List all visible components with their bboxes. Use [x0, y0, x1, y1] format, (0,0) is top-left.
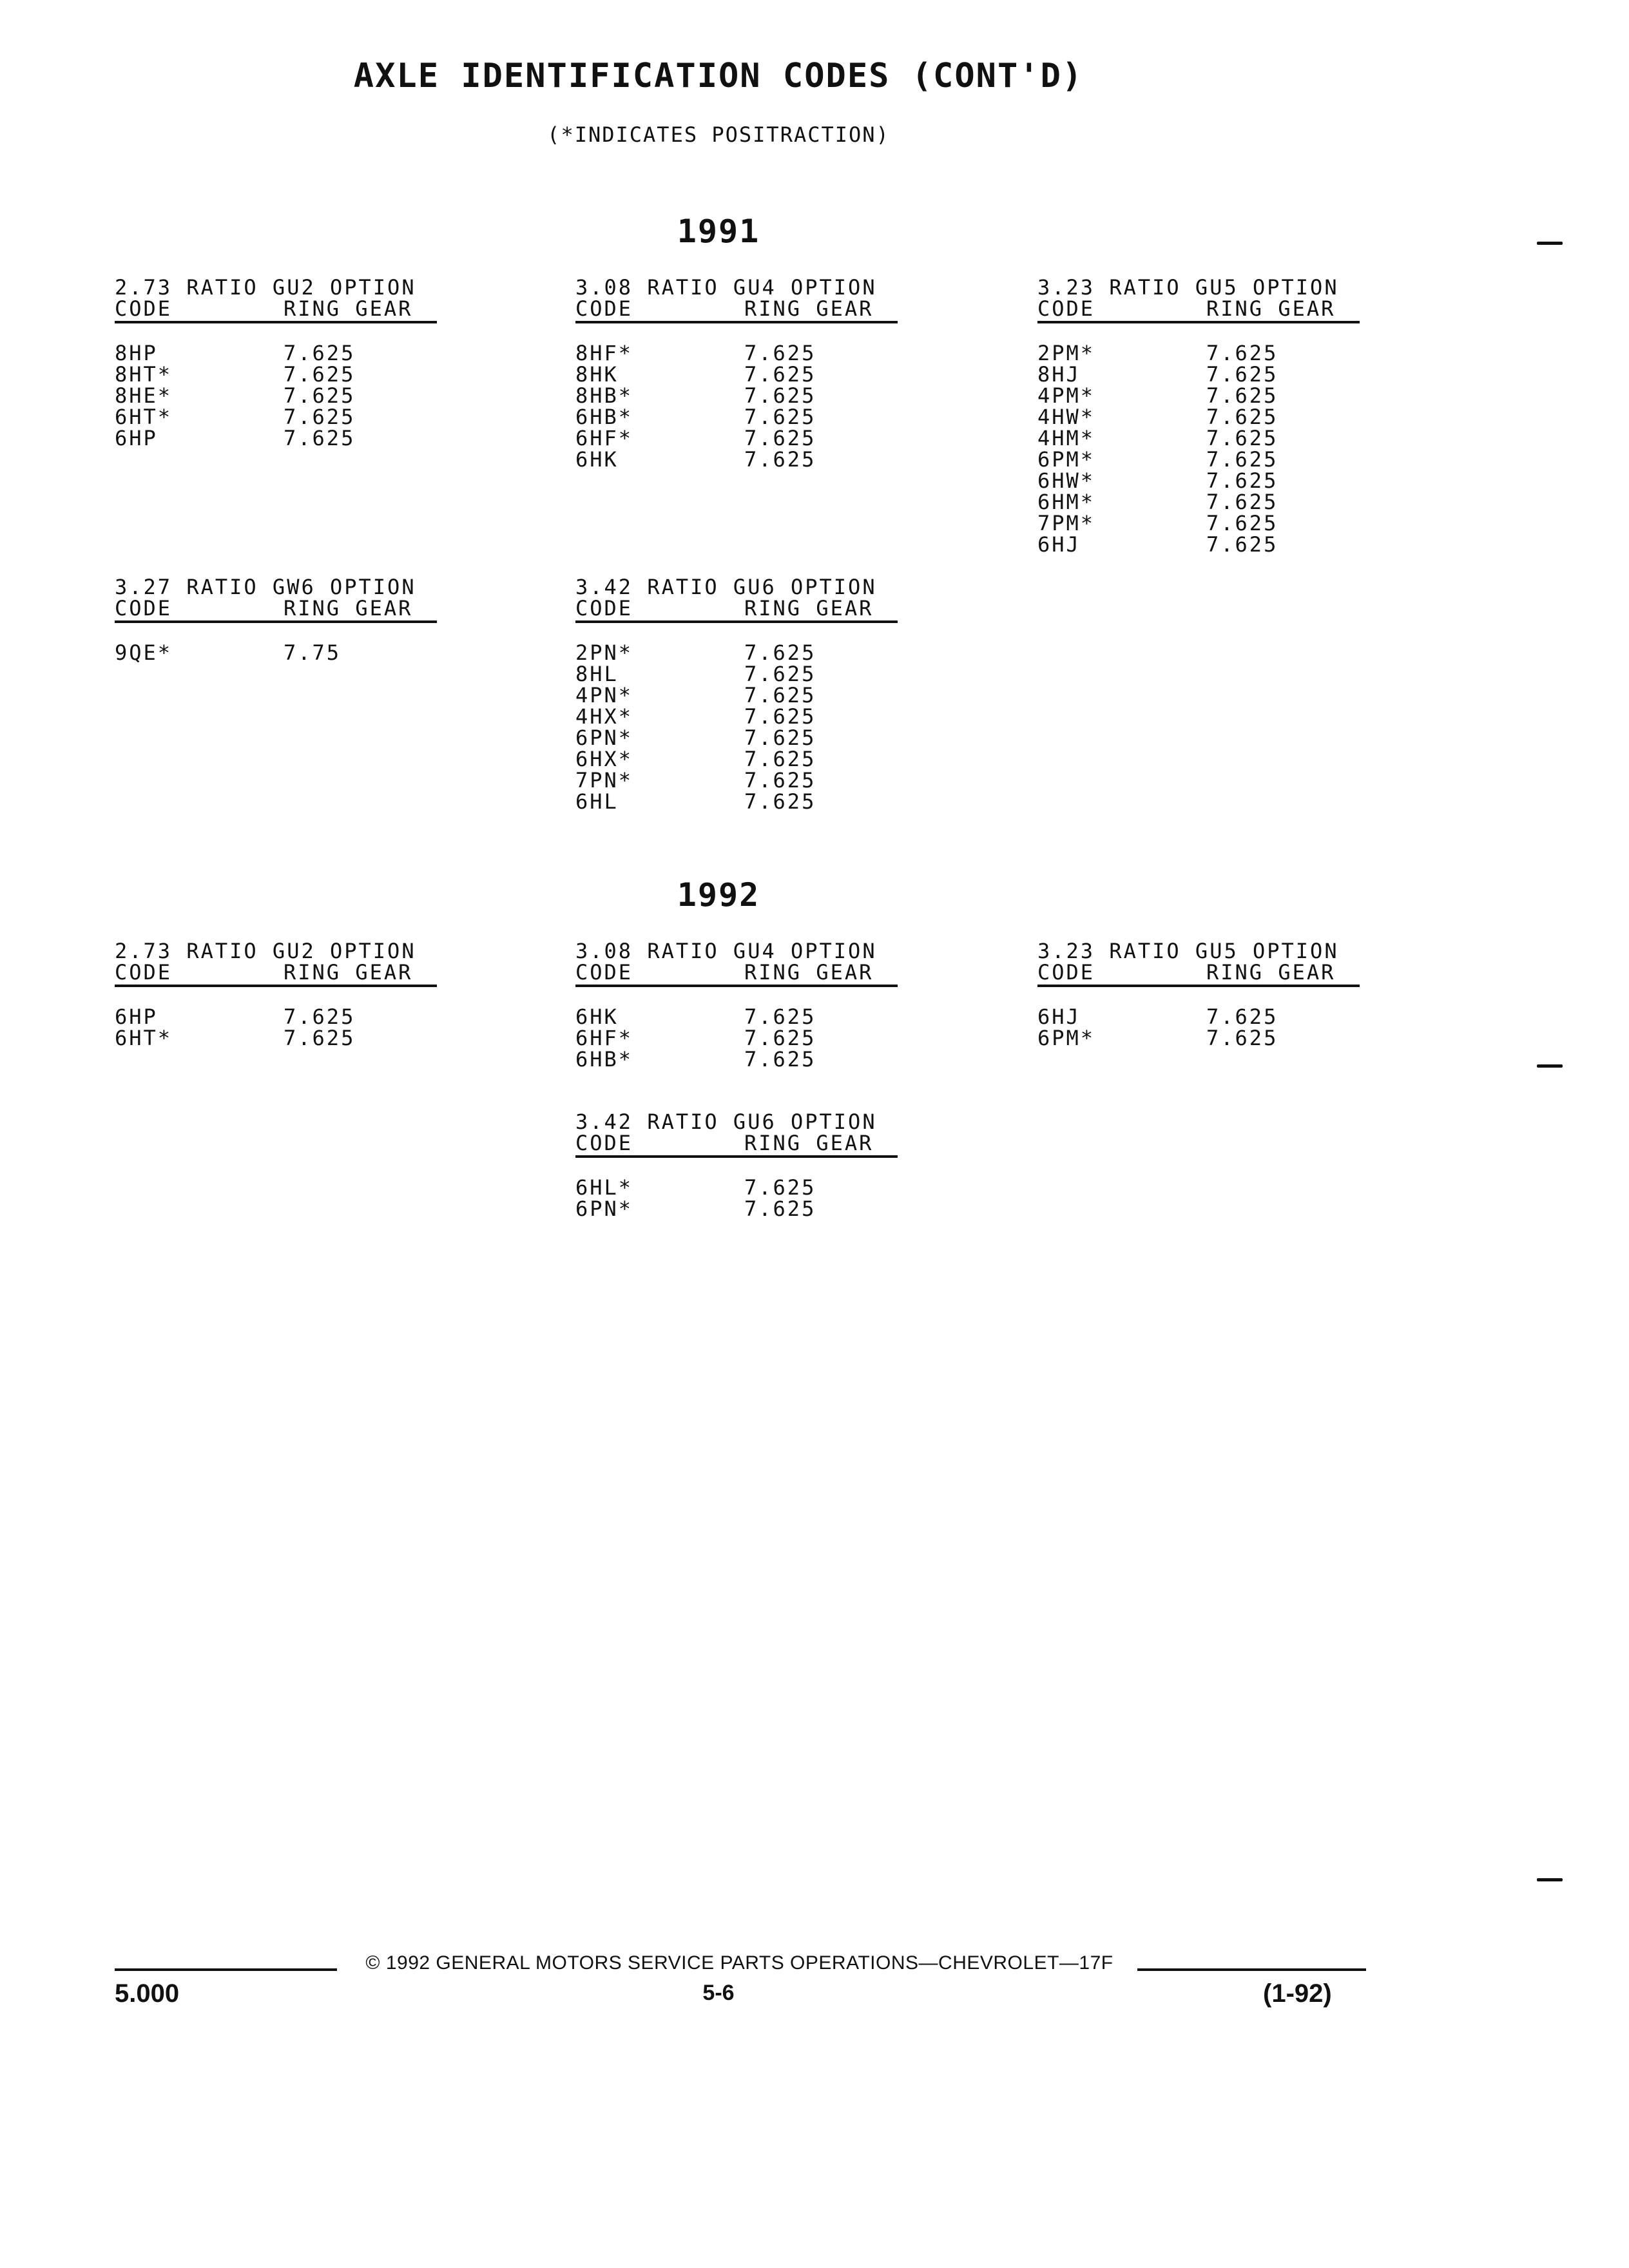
table-row [575, 1028, 898, 1049]
axle-code: 6HB* [575, 1047, 633, 1072]
axle-code: 8HP [115, 341, 158, 365]
table-ratio-heading: 3.42 RATIO GU6 OPTION [575, 1110, 877, 1134]
table-row [575, 749, 898, 770]
table-row [575, 364, 898, 385]
table-row [115, 642, 437, 664]
margin-tick-mark [1537, 242, 1563, 245]
table-body [575, 642, 898, 812]
ring-gear-column-header: RING GEAR [284, 296, 413, 321]
table-ratio-heading: 3.08 RATIO GU4 OPTION [575, 939, 877, 963]
ring-gear-size: 7.625 [284, 426, 356, 450]
axle-code: 6HJ [1037, 1004, 1081, 1029]
table-row [575, 770, 898, 791]
table-header [1037, 277, 1360, 323]
ring-gear-size: 7.625 [1206, 1026, 1278, 1050]
table-row [115, 1028, 437, 1049]
ring-gear-size: 7.625 [744, 341, 816, 365]
ring-gear-size: 7.625 [1206, 362, 1278, 387]
axle-code: 6HM* [1037, 490, 1095, 514]
table-row [575, 642, 898, 664]
ring-gear-size: 7.625 [744, 1047, 816, 1072]
ring-gear-size: 7.625 [1206, 532, 1278, 557]
table-1991-2-73-ratio [115, 277, 437, 449]
axle-code: 8HJ [1037, 362, 1081, 387]
ring-gear-size: 7.625 [284, 362, 356, 387]
ring-gear-size: 7.625 [744, 768, 816, 793]
ring-gear-size: 7.625 [744, 1026, 816, 1050]
table-row [575, 727, 898, 749]
axle-code: 6HT* [115, 1026, 173, 1050]
ring-gear-size: 7.625 [744, 426, 816, 450]
ring-gear-column-header: RING GEAR [744, 1131, 874, 1155]
ring-gear-size: 7.625 [744, 1175, 816, 1200]
table-row [1037, 470, 1360, 492]
table-row [575, 1198, 898, 1220]
column-header-row [115, 598, 437, 619]
column-header-row [1037, 962, 1360, 983]
ring-gear-size: 7.625 [744, 383, 816, 408]
table-row [1037, 534, 1360, 555]
table-header [115, 577, 437, 623]
axle-code: 6HF* [575, 1026, 633, 1050]
table-body [1037, 1006, 1360, 1049]
table-1992-2-73-ratio [115, 941, 437, 1049]
footer-page-number: 5-6 [702, 1981, 735, 2005]
axle-code: 6HK [575, 1004, 619, 1029]
axle-code: 4HX* [575, 704, 633, 729]
margin-tick-mark [1537, 1878, 1563, 1881]
ring-gear-size: 7.75 [284, 640, 342, 665]
axle-code: 6HP [115, 1004, 158, 1029]
ring-gear-size: 7.625 [1206, 426, 1278, 450]
axle-code: 8HE* [115, 383, 173, 408]
axle-code: 7PN* [575, 768, 633, 793]
axle-code: 6HL [575, 789, 619, 814]
axle-code: 2PM* [1037, 341, 1095, 365]
code-column-header: CODE [1037, 296, 1095, 321]
axle-code: 4PM* [1037, 383, 1095, 408]
ring-gear-column-header: RING GEAR [284, 596, 413, 620]
table-header [575, 277, 898, 323]
ring-gear-size: 7.625 [1206, 468, 1278, 493]
ring-gear-size: 7.625 [744, 683, 816, 707]
year-heading-1992: 1992 [677, 876, 760, 914]
ring-gear-column-header: RING GEAR [744, 960, 874, 985]
ring-gear-size: 7.625 [744, 640, 816, 665]
column-header-row [575, 1133, 898, 1154]
ring-gear-size: 7.625 [1206, 1004, 1278, 1029]
table-row [1037, 1006, 1360, 1028]
table-row [575, 706, 898, 727]
ring-gear-size: 7.625 [744, 662, 816, 686]
axle-code: 6HJ [1037, 532, 1081, 557]
ring-gear-size: 7.625 [284, 341, 356, 365]
table-body [115, 343, 437, 449]
table-ratio-heading: 3.08 RATIO GU4 OPTION [575, 275, 877, 300]
table-1992-3-42-ratio [575, 1111, 898, 1220]
ring-gear-size: 7.625 [284, 1026, 356, 1050]
footer-section-number: 5.000 [115, 1979, 180, 2008]
table-1991-3-08-ratio [575, 277, 898, 470]
margin-tick-mark [1537, 1064, 1563, 1068]
axle-code: 6HW* [1037, 468, 1095, 493]
ring-gear-column-header: RING GEAR [1206, 296, 1336, 321]
ring-gear-size: 7.625 [744, 1196, 816, 1221]
ring-gear-size: 7.625 [284, 383, 356, 408]
table-row [575, 791, 898, 812]
axle-code: 2PN* [575, 640, 633, 665]
ring-gear-size: 7.625 [744, 747, 816, 771]
table-row [1037, 385, 1360, 407]
table-header [575, 1111, 898, 1158]
ring-gear-size: 7.625 [744, 789, 816, 814]
table-header [115, 277, 437, 323]
column-header-row [575, 298, 898, 320]
table-ratio-heading: 3.42 RATIO GU6 OPTION [575, 575, 877, 599]
axle-code: 6HL* [575, 1175, 633, 1200]
table-row [115, 343, 437, 364]
code-column-header: CODE [115, 960, 173, 985]
table-header [575, 941, 898, 987]
table-row [575, 449, 898, 470]
axle-code: 8HL [575, 662, 619, 686]
page-title: AXLE IDENTIFICATION CODES (CONT'D) [353, 57, 1084, 95]
table-1991-3-42-ratio [575, 577, 898, 812]
column-header-row [1037, 298, 1360, 320]
table-body [575, 1006, 898, 1070]
code-column-header: CODE [115, 596, 173, 620]
table-row [575, 685, 898, 706]
ring-gear-size: 7.625 [744, 447, 816, 472]
table-row [1037, 449, 1360, 470]
table-body [575, 343, 898, 470]
table-row [575, 1006, 898, 1028]
table-header [115, 941, 437, 987]
axle-code: 8HT* [115, 362, 173, 387]
table-ratio-heading: 3.23 RATIO GU5 OPTION [1037, 939, 1339, 963]
column-header-row [575, 598, 898, 619]
ring-gear-column-header: RING GEAR [744, 296, 874, 321]
table-1991-3-27-ratio [115, 577, 437, 664]
table-row [1037, 407, 1360, 428]
code-column-header: CODE [575, 960, 633, 985]
table-row [115, 385, 437, 407]
table-body [1037, 343, 1360, 555]
table-header [1037, 941, 1360, 987]
year-heading-1991: 1991 [677, 213, 760, 250]
table-ratio-heading: 2.73 RATIO GU2 OPTION [115, 939, 416, 963]
table-row [1037, 428, 1360, 449]
axle-code: 6PM* [1037, 447, 1095, 472]
table-1992-3-23-ratio [1037, 941, 1360, 1049]
table-row [575, 1049, 898, 1070]
table-1992-3-08-ratio [575, 941, 898, 1070]
axle-code: 6HT* [115, 405, 173, 429]
table-row [575, 428, 898, 449]
axle-code: 4PN* [575, 683, 633, 707]
table-row [1037, 492, 1360, 513]
footer-rule-right [1137, 1968, 1366, 1971]
ring-gear-size: 7.625 [284, 405, 356, 429]
table-row [575, 385, 898, 407]
table-1991-3-23-ratio [1037, 277, 1360, 555]
table-header [575, 577, 898, 623]
code-column-header: CODE [115, 296, 173, 321]
positraction-note: (*INDICATES POSITRACTION) [547, 122, 890, 147]
ring-gear-size: 7.625 [744, 405, 816, 429]
ring-gear-column-header: RING GEAR [284, 960, 413, 985]
ring-gear-size: 7.625 [1206, 341, 1278, 365]
axle-code: 7PM* [1037, 511, 1095, 535]
axle-code: 6PN* [575, 1196, 633, 1221]
footer-copyright: © 1992 GENERAL MOTORS SERVICE PARTS OPERATIONS—CHEVROLET—17F [365, 1952, 1113, 1974]
ring-gear-size: 7.625 [744, 726, 816, 750]
axle-code: 6HF* [575, 426, 633, 450]
table-row [575, 407, 898, 428]
axle-code: 6HX* [575, 747, 633, 771]
axle-code: 4HM* [1037, 426, 1095, 450]
table-row [115, 1006, 437, 1028]
axle-code: 8HK [575, 362, 619, 387]
axle-code: 6PM* [1037, 1026, 1095, 1050]
column-header-row [115, 298, 437, 320]
footer-revision-date: (1-92) [1263, 1979, 1332, 2008]
axle-code: 6PN* [575, 726, 633, 750]
table-row [115, 364, 437, 385]
table-ratio-heading: 3.23 RATIO GU5 OPTION [1037, 275, 1339, 300]
ring-gear-size: 7.625 [1206, 383, 1278, 408]
axle-code: 9QE* [115, 640, 173, 665]
table-body [115, 1006, 437, 1049]
table-row [575, 343, 898, 364]
column-header-row [115, 962, 437, 983]
table-row [575, 664, 898, 685]
ring-gear-size: 7.625 [1206, 447, 1278, 472]
table-row [1037, 513, 1360, 534]
ring-gear-size: 7.625 [1206, 405, 1278, 429]
ring-gear-size: 7.625 [744, 1004, 816, 1029]
code-column-header: CODE [1037, 960, 1095, 985]
table-body [115, 642, 437, 664]
code-column-header: CODE [575, 296, 633, 321]
ring-gear-size: 7.625 [1206, 490, 1278, 514]
ring-gear-size: 7.625 [744, 704, 816, 729]
table-row [115, 428, 437, 449]
table-ratio-heading: 2.73 RATIO GU2 OPTION [115, 275, 416, 300]
code-column-header: CODE [575, 1131, 633, 1155]
axle-code: 4HW* [1037, 405, 1095, 429]
ring-gear-size: 7.625 [1206, 511, 1278, 535]
column-header-row [575, 962, 898, 983]
ring-gear-size: 7.625 [284, 1004, 356, 1029]
ring-gear-size: 7.625 [744, 362, 816, 387]
table-row [1037, 1028, 1360, 1049]
table-row [575, 1177, 898, 1198]
axle-code: 8HF* [575, 341, 633, 365]
table-ratio-heading: 3.27 RATIO GW6 OPTION [115, 575, 416, 599]
axle-code: 6HK [575, 447, 619, 472]
table-row [1037, 343, 1360, 364]
table-body [575, 1177, 898, 1220]
footer-rule-left [115, 1968, 337, 1971]
axle-code: 8HB* [575, 383, 633, 408]
table-row [1037, 364, 1360, 385]
table-row [115, 407, 437, 428]
axle-code: 6HP [115, 426, 158, 450]
ring-gear-column-header: RING GEAR [1206, 960, 1336, 985]
ring-gear-column-header: RING GEAR [744, 596, 874, 620]
axle-code: 6HB* [575, 405, 633, 429]
code-column-header: CODE [575, 596, 633, 620]
